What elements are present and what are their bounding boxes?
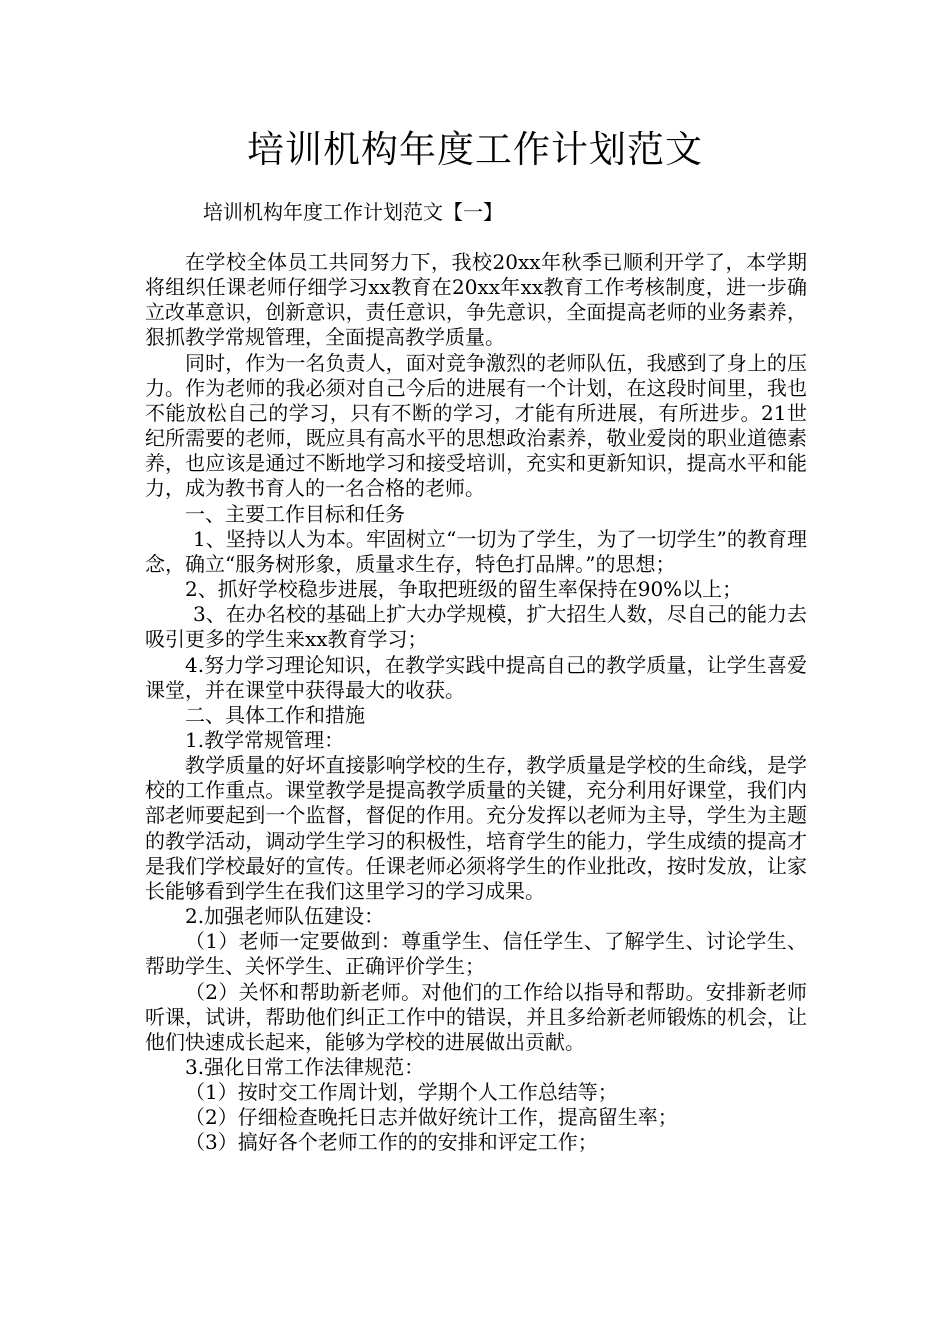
paragraph: 同时，作为一名负责人，面对竞争激烈的老师队伍，我感到了身上的压力。作为老师的我必须对自己今后的进展有一个计划，在这段时间里，我也不能放松自己的学习，只有不断的学习，才能有所进展，有所进步。21世纪所需要的老师，既应具有高水平的思想政治素养，敬业爱岗的职业道德素养，也应该是通过不断地学习和接受培训，充实和更新知识，提高水平和能力，成为教书育人的一名合格的老师。 [145, 350, 807, 501]
document-subtitle: 培训机构年度工作计划范文【一】 [203, 200, 503, 224]
list-item: 3、在办名校的基础上扩大办学规模，扩大招生人数，尽自己的能力去吸引更多的学生来xx教育学习； [145, 602, 807, 652]
list-item: （1）老师一定要做到：尊重学生、信任学生、了解学生、讨论学生、帮助学生、关怀学生、正确评价学生； [145, 929, 807, 979]
document-title: 培训机构年度工作计划范文 [247, 128, 703, 171]
paragraph: 教学质量的好坏直接影响学校的生存，教学质量是学校的生命线，是学校的工作重点。课堂教学是提高教学质量的关键，充分利用好课堂，我们内部老师要起到一个监督，督促的作用。充分发挥以老师为主导，学生为主题的教学活动，调动学生学习的积极性，培育学生的能力，学生成绩的提高才是我们学校最好的宣传。任课老师必须将学生的作业批改，按时发放，让家长能够看到学生在我们这里学习的学习成果。 [145, 753, 807, 903]
list-item: 4.努力学习理论知识，在教学实践中提高自己的教学质量，让学生喜爱课堂，并在课堂中获得最大的收获。 [145, 652, 807, 702]
list-item: （3）搞好各个老师工作的的安排和评定工作； [185, 1130, 598, 1155]
section-heading: 一、主要工作目标和任务 [185, 501, 405, 526]
section-heading: 二、具体工作和措施 [185, 702, 365, 727]
subsection-heading: 2.加强老师队伍建设： [185, 904, 385, 929]
subsection-heading: 3.强化日常工作法律规范： [185, 1055, 425, 1079]
list-item: （2）仔细检查晚托日志并做好统计工作，提高留生率； [185, 1105, 678, 1130]
list-item: （1）按时交工作周计划，学期个人工作总结等； [185, 1080, 618, 1105]
list-item: 2、抓好学校稳步进展，争取把班级的留生率保持在90%以上； [185, 577, 743, 602]
subsection-heading: 1.教学常规管理： [185, 727, 345, 752]
list-item: 1、坚持以人为本。牢固树立“一切为了学生，为了一切学生”的教育理念，确立“服务树形象，质量求生存，特色打品牌。”的思想； [145, 526, 807, 576]
document-body [145, 250, 807, 1156]
paragraph: 在学校全体员工共同努力下，我校20xx年秋季已顺利开学了，本学期将组织任课老师仔细学习xx教育在20xx年xx教育工作考核制度，进一步确立改革意识，创新意识，责任意识，争先意识，全面提高老师的业务素养，狠抓教学常规管理，全面提高教学质量。 [145, 250, 807, 350]
list-item: （2）关怀和帮助新老师。对他们的工作给以指导和帮助。安排新老师听课，试讲，帮助他们纠正工作中的错误，并且多给新老师锻炼的机会，让他们快速成长起来，能够为学校的进展做出贡献。 [145, 979, 807, 1054]
